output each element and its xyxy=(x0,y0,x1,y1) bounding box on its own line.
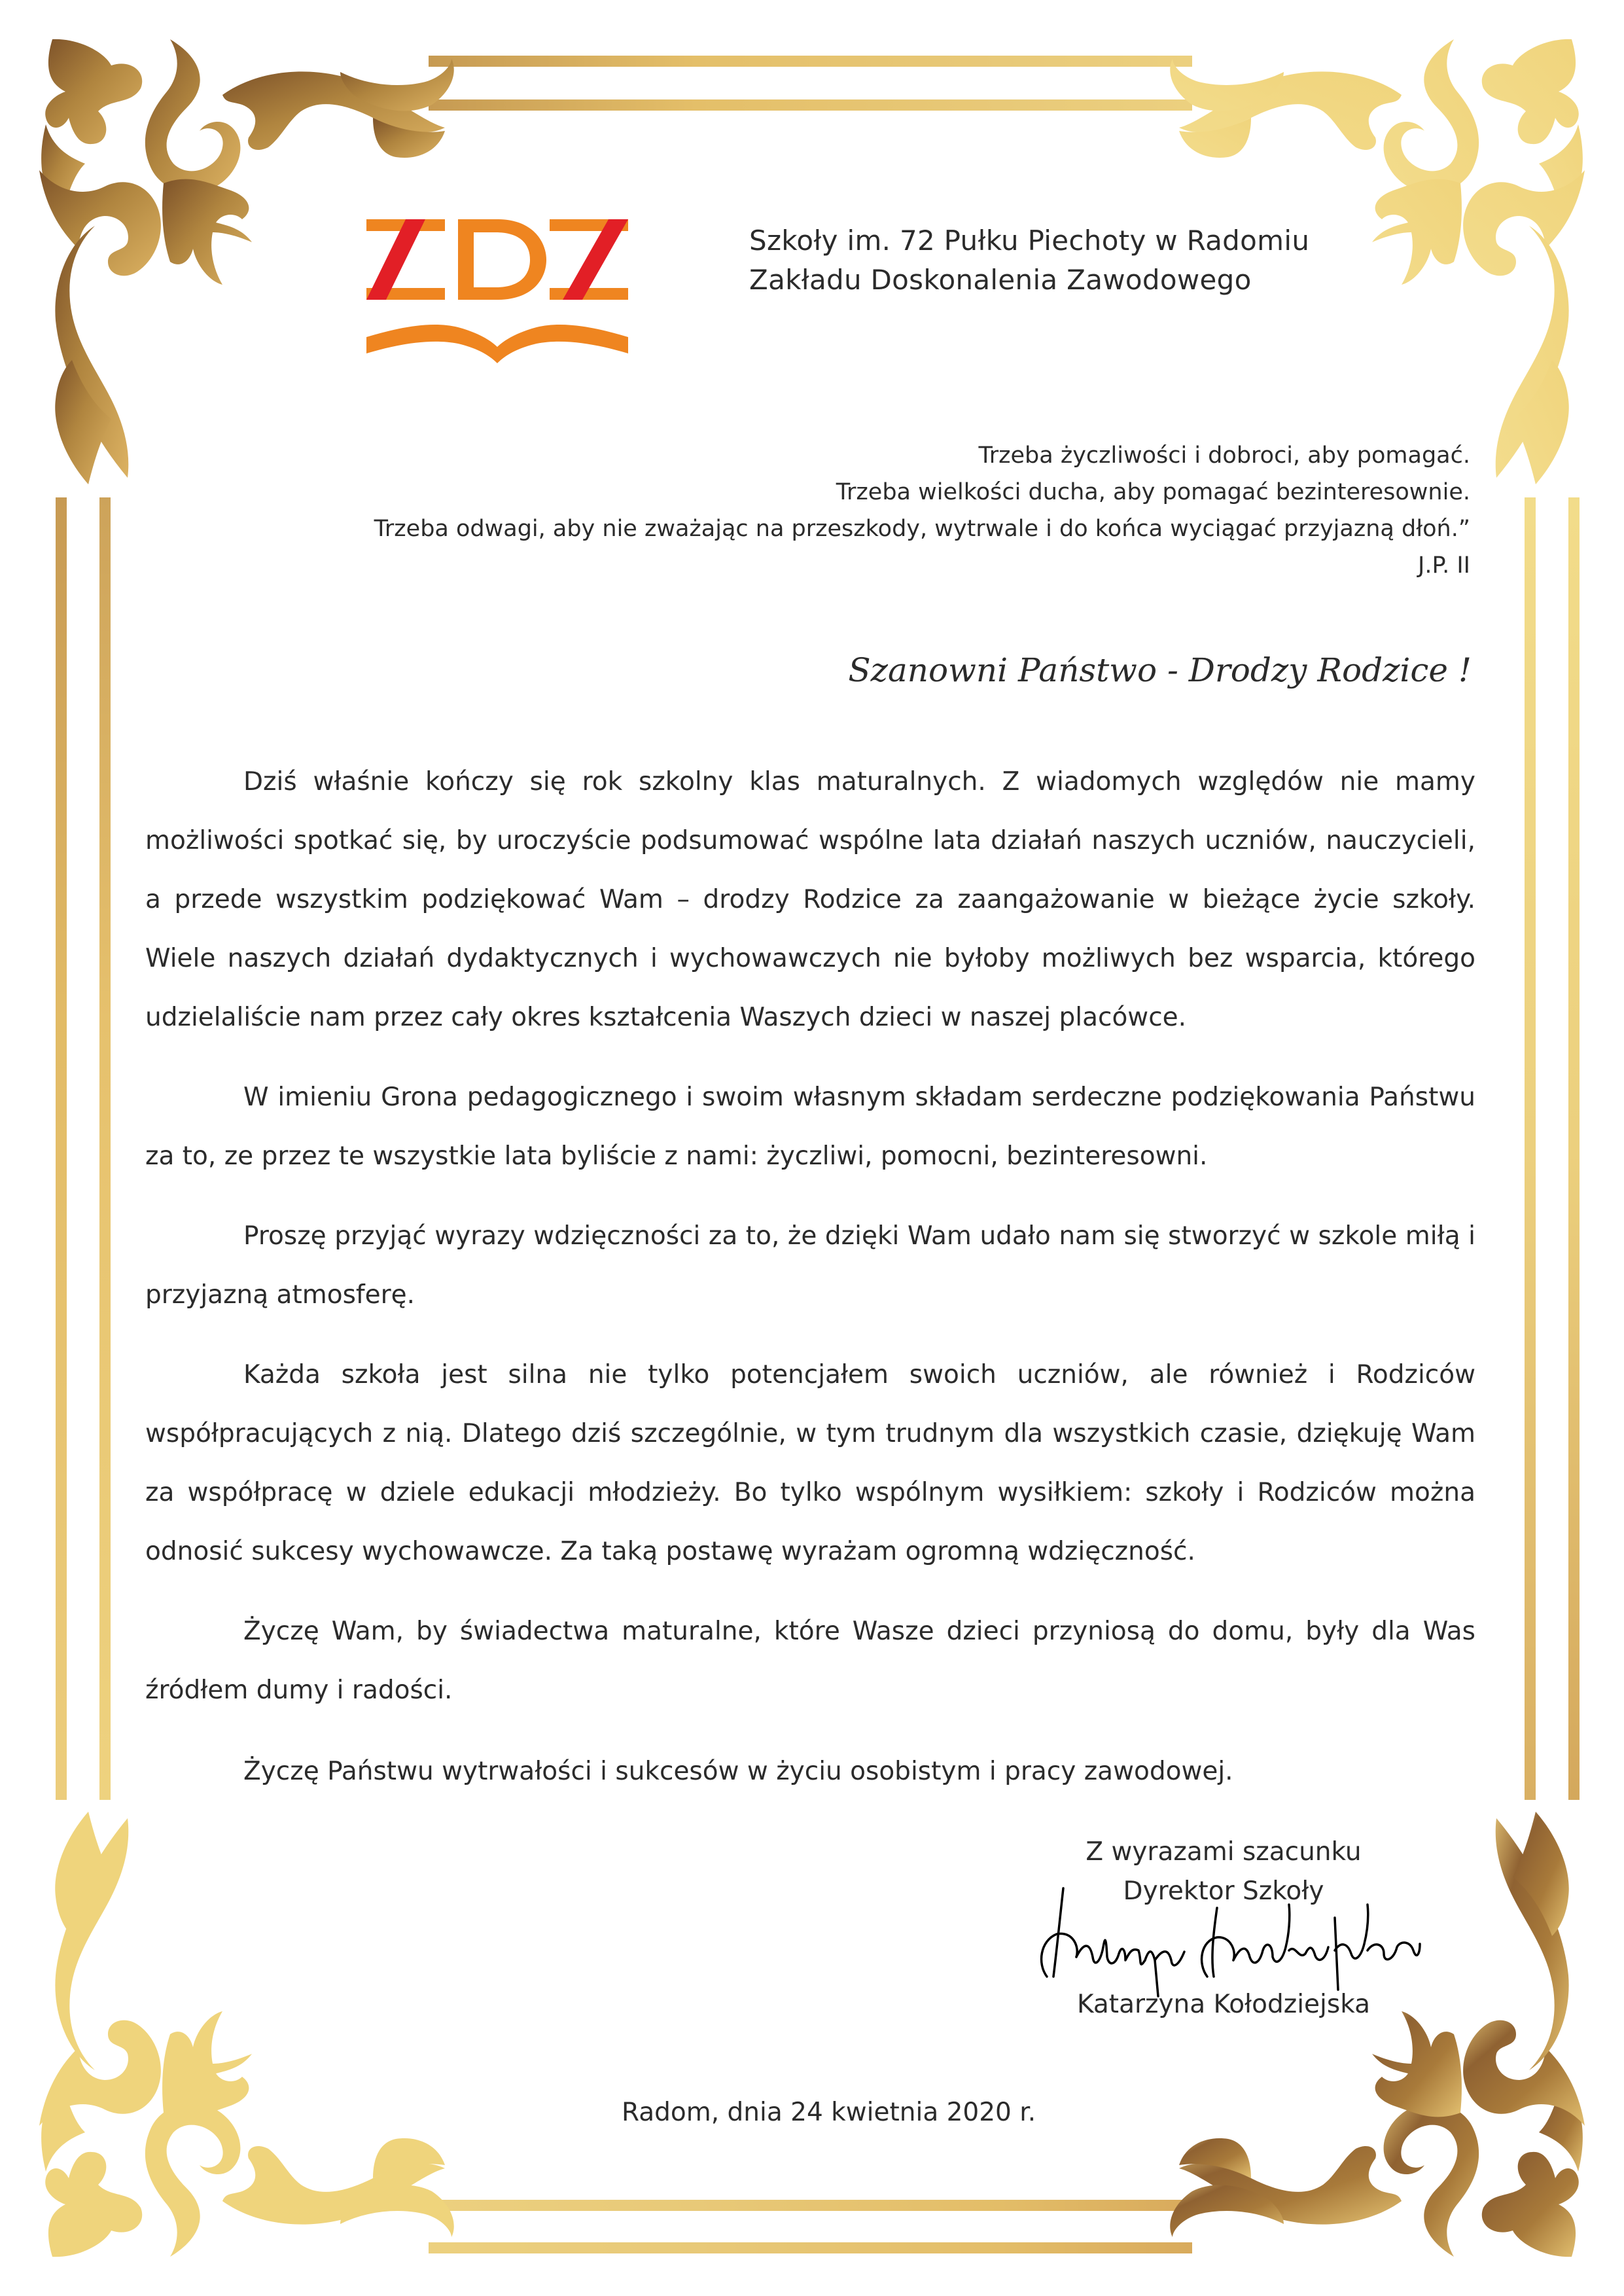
frame-bottom-line-outer xyxy=(429,2242,1192,2253)
frame-top-line-outer xyxy=(429,56,1192,67)
paragraph: Życzę Państwu wytrwałości i sukcesów w życiu osobistym i pracy zawodowej. xyxy=(243,1757,1233,1786)
frame-top-line-inner xyxy=(429,99,1192,111)
frame-right-line-outer xyxy=(1568,497,1580,1800)
greeting-heading: Szanowni Państwo - Drodzy Rodzice ! xyxy=(848,651,1472,689)
frame-bottom-line-inner xyxy=(429,2200,1192,2211)
quote-line: Trzeba odwagi, aby nie zważając na przeszkody, wytrwale i do końca wyciągać przyjazną dłoń.” xyxy=(374,516,1470,542)
logo-letter-z-left xyxy=(366,219,445,300)
zdz-logo xyxy=(360,206,635,383)
ornament-corner-bottom-left-icon xyxy=(33,1792,504,2263)
school-name xyxy=(749,221,1309,300)
paragraph: Dziś właśnie kończy się rok szkolny klas maturalnych. Z wiadomych względów nie mamy możliwości spotkać się, by uroczyście podsumować wspólne lata działań naszych uczniów, nauczycieli, a przede wszystkim podziękować Wam – drodzy Rodzice za zaangażowanie w bieżące życie szkoły. Wiele naszych działań dydaktycznych i wychowawczych nie byłoby możliwych bez wsparcia, którego udzielaliście nam przez cały okres kształcenia Waszych dzieci w naszej placówce. xyxy=(145,767,1475,1032)
open-book-icon xyxy=(366,325,628,363)
quote-line: Trzeba wielkości ducha, aby pomagać bezinteresownie. xyxy=(836,479,1470,505)
paragraph: Każda szkoła jest silna nie tylko potencjałem swoich uczniów, ale również i Rodziców współpracujących z nią. Dlatego dziś szczególnie, w tym trudnym dla wszystkich czasie, dziękuję Wam za współpracę w dziele edukacji młodzieży. Bo tylko wspólnym wysiłkiem: szkoły i Rodziców można odnosić sukcesy wychowawcze. Za taką postawę wyrażam ogromną wdzięczność. xyxy=(145,1360,1475,1566)
quote-author: J.P. II xyxy=(1418,552,1470,579)
paragraph: Życzę Wam, by świadectwa maturalne, które Wasze dzieci przyniosą do domu, były dla Was źródłem dumy i radości. xyxy=(145,1617,1475,1705)
paragraph: Proszę przyjąć wyrazy wdzięczności za to, że dzięki Wam udało nam się stworzyć w szkole miłą i przyjazną atmosferę. xyxy=(145,1221,1475,1310)
frame-left-line-outer xyxy=(56,497,67,1800)
logo-letter-d xyxy=(458,219,546,300)
frame-right-line-inner xyxy=(1525,497,1536,1800)
quote-block xyxy=(374,437,1470,584)
place-and-date: Radom, dnia 24 kwietnia 2020 r. xyxy=(622,2098,1036,2127)
logo-letter-z-right xyxy=(550,219,628,300)
letter-body xyxy=(145,753,1475,1801)
paragraph: W imieniu Grona pedagogicznego i swoim własnym składam serdeczne podziękowania Państwu za to, ze przez te wszystkie lata byliście z nami: życzliwi, pomocni, bezinteresowni. xyxy=(145,1083,1475,1171)
signatory-name: Katarzyna Kołodziejska xyxy=(1076,1990,1371,2019)
closing-title: Dyrektor Szkoły xyxy=(1123,1876,1324,1906)
school-name-line-2: Zakładu Doskonalenia Zawodowego xyxy=(749,264,1252,296)
quote-line: Trzeba życzliwości i dobroci, aby pomagać. xyxy=(978,442,1470,469)
frame-left-line-inner xyxy=(99,497,111,1800)
closing-regards: Z wyrazami szacunku xyxy=(1086,1837,1362,1867)
handwritten-signature-icon xyxy=(1027,1878,1446,2003)
school-name-line-1: Szkoły im. 72 Pułku Piechoty w Radomiu xyxy=(749,224,1310,257)
